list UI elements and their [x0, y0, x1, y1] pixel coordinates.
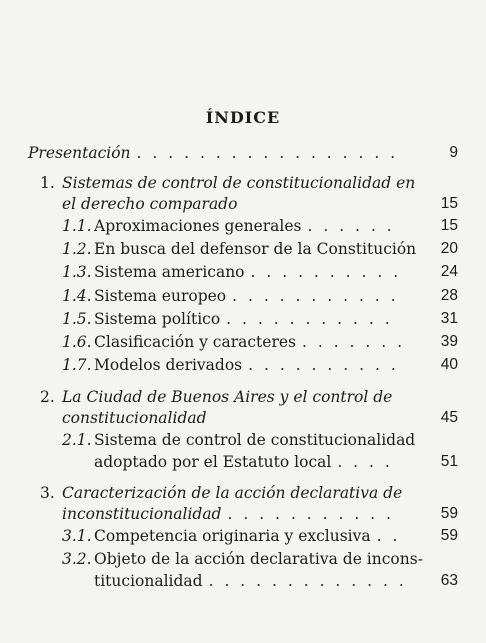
entry-number: 1.6. — [62, 333, 92, 351]
entry-label: Sistema europeo — [94, 287, 227, 305]
page-number: 51 — [440, 453, 458, 470]
toc-entry-2-1-line1[interactable] — [62, 429, 442, 451]
entry-number: 1. — [40, 174, 55, 192]
entry-label: Objeto de la acción declarativa de incons- — [94, 550, 423, 568]
toc-entry-1-line1[interactable] — [40, 172, 440, 194]
page-number: 9 — [449, 144, 458, 161]
entry-label-continued: adoptado por el Estatuto local — [94, 453, 332, 471]
toc-entry-1-6[interactable] — [62, 331, 408, 353]
entry-number: 1.4. — [62, 287, 92, 305]
leader-dots — [377, 525, 402, 547]
entry-label: Sistema político — [94, 310, 221, 328]
page-number: 45 — [440, 409, 458, 426]
entry-number: 1.3. — [62, 263, 92, 281]
toc-entry-1-2[interactable] — [62, 238, 462, 260]
page-number: 20 — [440, 240, 458, 257]
toc-entry-presentacion[interactable] — [28, 142, 408, 164]
entry-label: Competencia originaria y exclusiva — [94, 527, 371, 545]
entry-label: En busca del defensor de la Constitución — [94, 240, 417, 258]
page-number: 15 — [440, 217, 458, 234]
entry-number: 1.2. — [62, 240, 92, 258]
leader-dots — [248, 354, 402, 376]
entry-number: 2.1. — [62, 431, 92, 449]
entry-label-continued: el derecho comparado — [62, 195, 238, 213]
toc-entry-3-1[interactable] — [62, 525, 408, 547]
entry-label: Modelos derivados — [94, 356, 243, 374]
entry-number: 2. — [40, 388, 55, 406]
entry-label: Sistemas de control de constitucionalidad en — [62, 174, 416, 192]
leader-dots — [337, 451, 402, 473]
toc-entry-3-2-line1[interactable] — [62, 548, 462, 570]
toc-entry-1-7[interactable] — [62, 354, 408, 376]
toc-entry-3-line2[interactable] — [62, 503, 408, 525]
entry-label: Sistema de control de constitucionalidad — [94, 431, 416, 449]
toc-entry-2-line1[interactable] — [40, 386, 440, 408]
page-number: 24 — [440, 263, 458, 280]
entry-label-continued: inconstitucionalidad — [62, 505, 222, 523]
entry-label-continued: titucionalidad — [94, 572, 203, 590]
entry-number: 1.5. — [62, 310, 92, 328]
leader-dots — [137, 142, 402, 164]
toc-entry-1-4[interactable] — [62, 285, 408, 307]
page-number: 39 — [440, 333, 458, 350]
toc-entry-1-5[interactable] — [62, 308, 408, 330]
page-number: 59 — [440, 527, 458, 544]
toc-entry-2-1-line2[interactable] — [94, 451, 408, 473]
toc-entry-1-line2[interactable] — [62, 193, 408, 215]
page-number: 28 — [440, 287, 458, 304]
leader-dots — [209, 570, 402, 592]
entry-label: Aproximaciones generales — [94, 217, 302, 235]
toc-entry-3-line1[interactable] — [40, 482, 440, 504]
leader-dots — [227, 503, 402, 525]
entry-number: 3.2. — [62, 550, 92, 568]
entry-label: La Ciudad de Buenos Aires y el control de — [62, 388, 393, 406]
entry-number: 1.1. — [62, 217, 92, 235]
entry-label: Caracterización de la acción declarativa de — [62, 484, 403, 502]
entry-label: Sistema americano — [94, 263, 245, 281]
leader-dots — [251, 261, 402, 283]
entry-number: 3. — [40, 484, 55, 502]
entry-number: 1.7. — [62, 356, 92, 374]
page-number: 15 — [440, 195, 458, 212]
entry-label: Clasificación y caracteres — [94, 333, 296, 351]
entry-number: 3.1. — [62, 527, 92, 545]
toc-entry-1-1[interactable] — [62, 215, 408, 237]
toc-entry-1-3[interactable] — [62, 261, 408, 283]
entry-label: Presentación — [28, 144, 131, 162]
leader-dots — [302, 331, 402, 353]
page-number: 63 — [440, 572, 458, 589]
toc-entry-2-line2[interactable] — [62, 407, 408, 429]
leader-dots — [232, 285, 402, 307]
leader-dots — [308, 215, 403, 237]
page-number: 59 — [440, 505, 458, 522]
page-title: ÍNDICE — [205, 108, 281, 127]
entry-label-continued: constitucionalidad — [62, 409, 207, 427]
page-number: 31 — [440, 310, 458, 327]
leader-dots — [226, 308, 402, 330]
page-number: 40 — [440, 356, 458, 373]
toc-entry-3-2-line2[interactable] — [94, 570, 408, 592]
